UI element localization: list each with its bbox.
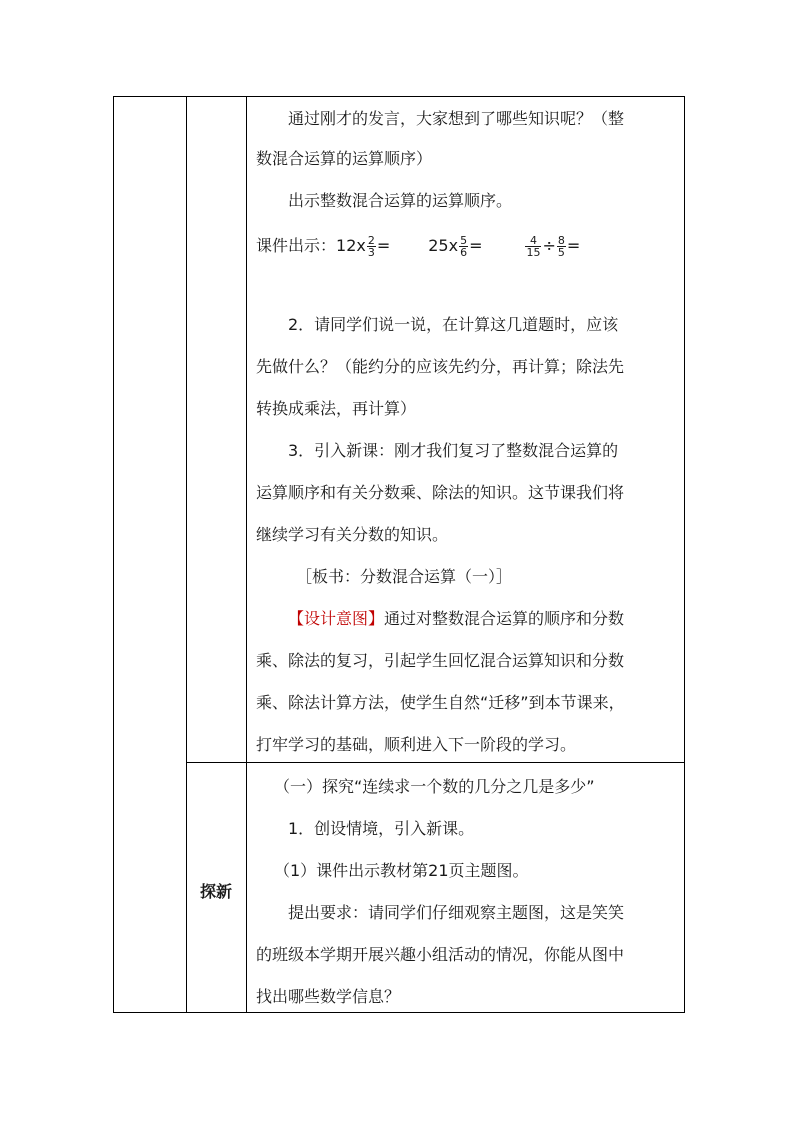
paragraph-line: 的班级本学期开展兴趣小组活动的情况，你能从图中	[256, 945, 625, 964]
expression-prefix: 课件出示：	[256, 236, 337, 255]
paragraph-line: 先做什么？（能约分的应该先约分，再计算；除法先	[256, 357, 625, 376]
paragraph-line: 乘、除法的复习，引起学生回忆混合运算知识和分数	[256, 651, 625, 670]
paragraph-line: 打牢学习的基础，顺利进入下一阶段的学习。	[256, 735, 577, 754]
paragraph-line: 1．创设情境，引入新课。	[288, 819, 475, 838]
paragraph-line: 出示整数混合运算的运算顺序。	[288, 191, 513, 210]
paragraph-line: 找出哪些数学信息？	[256, 987, 401, 1006]
design-intent-line: 【设计意图】通过对整数混合运算的顺序和分数	[288, 609, 625, 628]
design-intent-tag: 【设计意图】	[288, 609, 385, 628]
column-divider-2	[246, 97, 247, 1012]
paragraph-line: 数混合运算的运算顺序）	[256, 149, 433, 168]
paragraph-line: 继续学习有关分数的知识。	[256, 525, 449, 544]
paragraph-line: （一）探究“连续求一个数的几分之几是多少”	[274, 777, 595, 796]
lesson-table	[113, 96, 685, 1013]
paragraph-line: 通过刚才的发言，大家想到了哪些知识呢？（整	[288, 109, 625, 128]
board-writing: ［板书：分数混合运算（一）］	[296, 567, 513, 586]
expression-1: 12x $\frac{2}{3}$ =	[336, 234, 391, 259]
paragraph-line: 提出要求：请同学们仔细观察主题图，这是笑笑	[288, 903, 625, 922]
expression-2: 25x $\frac{5}{6}$ =	[428, 234, 483, 259]
paragraph-line: 乘、除法计算方法，使学生自然“迁移”到本节课来，	[256, 693, 625, 712]
expression-line	[256, 231, 684, 261]
column-divider-1	[186, 97, 187, 1012]
row-divider	[186, 762, 684, 763]
paragraph-line: 运算顺序和有关分数乘、除法的知识。这节课我们将	[256, 483, 625, 502]
paragraph-line: 3．引入新课：刚才我们复习了整数混合运算的	[288, 441, 619, 460]
section-label: 探新	[199, 882, 232, 901]
expression-3: $\frac{4}{15}$ ÷ $\frac{8}{5}$ =	[526, 234, 581, 259]
paragraph-line: 转换成乘法，再计算）	[256, 399, 417, 418]
paragraph-line: （1）课件出示教材第21页主题图。	[274, 861, 529, 880]
paragraph-line: 2．请同学们说一说，在计算这几道题时，应该	[288, 315, 619, 334]
